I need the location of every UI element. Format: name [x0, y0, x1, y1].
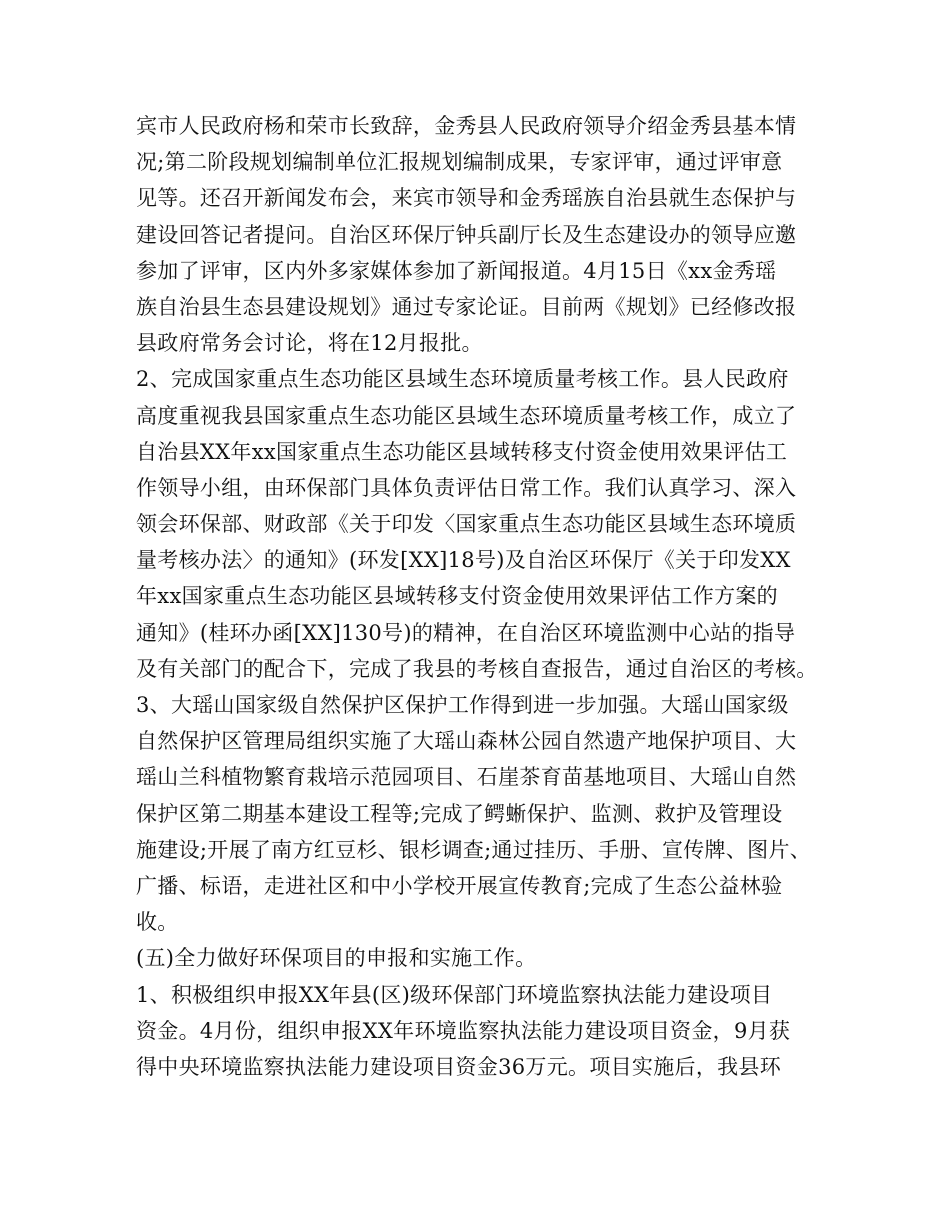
text-line: 自然保护区管理局组织实施了大瑶山森林公园自然遗产地保护项目、大: [136, 729, 797, 754]
text-line: 建设回答记者提问。自治区环保厅钟兵副厅长及生态建设办的领导应邀: [136, 222, 797, 247]
text-line: 自治县XX年xx国家重点生态功能区县域转移支付资金使用效果评估工: [136, 439, 788, 464]
text-line: 县政府常务会讨论，将在12月报批。: [136, 331, 483, 356]
text-line: 2、完成国家重点生态功能区县域生态环境质量考核工作。县人民政府: [136, 367, 789, 392]
document-body: [136, 108, 816, 1085]
text-line: 量考核办法〉的通知》(环发[XX]18号)及自治区环保厅《关于印发XX: [136, 548, 791, 573]
text-line: 得中央环境监察执法能力建设项目资金36万元。项目实施后，我县环: [136, 1054, 782, 1079]
text-line: 资金。4月份，组织申报XX年环境监察执法能力建设项目资金，9月获: [136, 1018, 791, 1043]
text-line: 收。: [136, 910, 179, 935]
text-line: 宾市人民政府杨和荣市长致辞，金秀县人民政府领导介绍金秀县基本情: [136, 114, 797, 138]
text-line: 广播、标语，走进社区和中小学校开展宣传教育;完成了生态公益林验: [136, 873, 783, 898]
text-line: 作领导小组，由环保部门具体负责评估日常工作。我们认真学习、深入: [136, 475, 797, 500]
text-line: (五)全力做好环保项目的申报和实施工作。: [136, 946, 537, 971]
text-line: 保护区第二期基本建设工程等;完成了鳄蜥保护、监测、救护及管理设: [136, 801, 783, 826]
text-line: 参加了评审，区内外多家媒体参加了新闻报道。4月15日《xx金秀瑶: [136, 258, 777, 283]
text-line: 及有关部门的配合下，完成了我县的考核自查报告，通过自治区的考核。: [136, 656, 818, 681]
text-line: 年xx国家重点生态功能区县域转移支付资金使用效果评估工作方案的: [136, 584, 778, 609]
text-line: 见等。还召开新闻发布会，来宾市领导和金秀瑶族自治县就生态保护与: [136, 186, 797, 211]
text-line: 施建设;开展了南方红豆杉、银杉调查;通过挂历、手册、宣传牌、图片、: [136, 837, 812, 862]
text-line: 1、积极组织申报XX年县(区)级环保部门环境监察执法能力建设项目: [136, 982, 773, 1007]
text-line: 族自治县生态县建设规划》通过专家论证。目前两《规划》已经修改报: [136, 294, 797, 319]
text-line: 3、大瑶山国家级自然保护区保护工作得到进一步加强。大瑶山国家级: [136, 693, 789, 717]
text-line: 况;第二阶段规划编制单位汇报规划编制成果，专家评审，通过评审意: [136, 150, 783, 175]
text-line: 高度重视我县国家重点生态功能区县域生态环境质量考核工作，成立了: [136, 403, 797, 428]
text-line: 领会环保部、财政部《关于印发〈国家重点生态功能区县域生态环境质: [136, 512, 797, 537]
text-line: 瑶山兰科植物繁育栽培示范园项目、石崖茶育苗基地项目、大瑶山自然: [136, 765, 797, 790]
text-line: 通知》(桂环办函[XX]130号)的精神，在自治区环境监测中心站的指导: [136, 620, 796, 645]
